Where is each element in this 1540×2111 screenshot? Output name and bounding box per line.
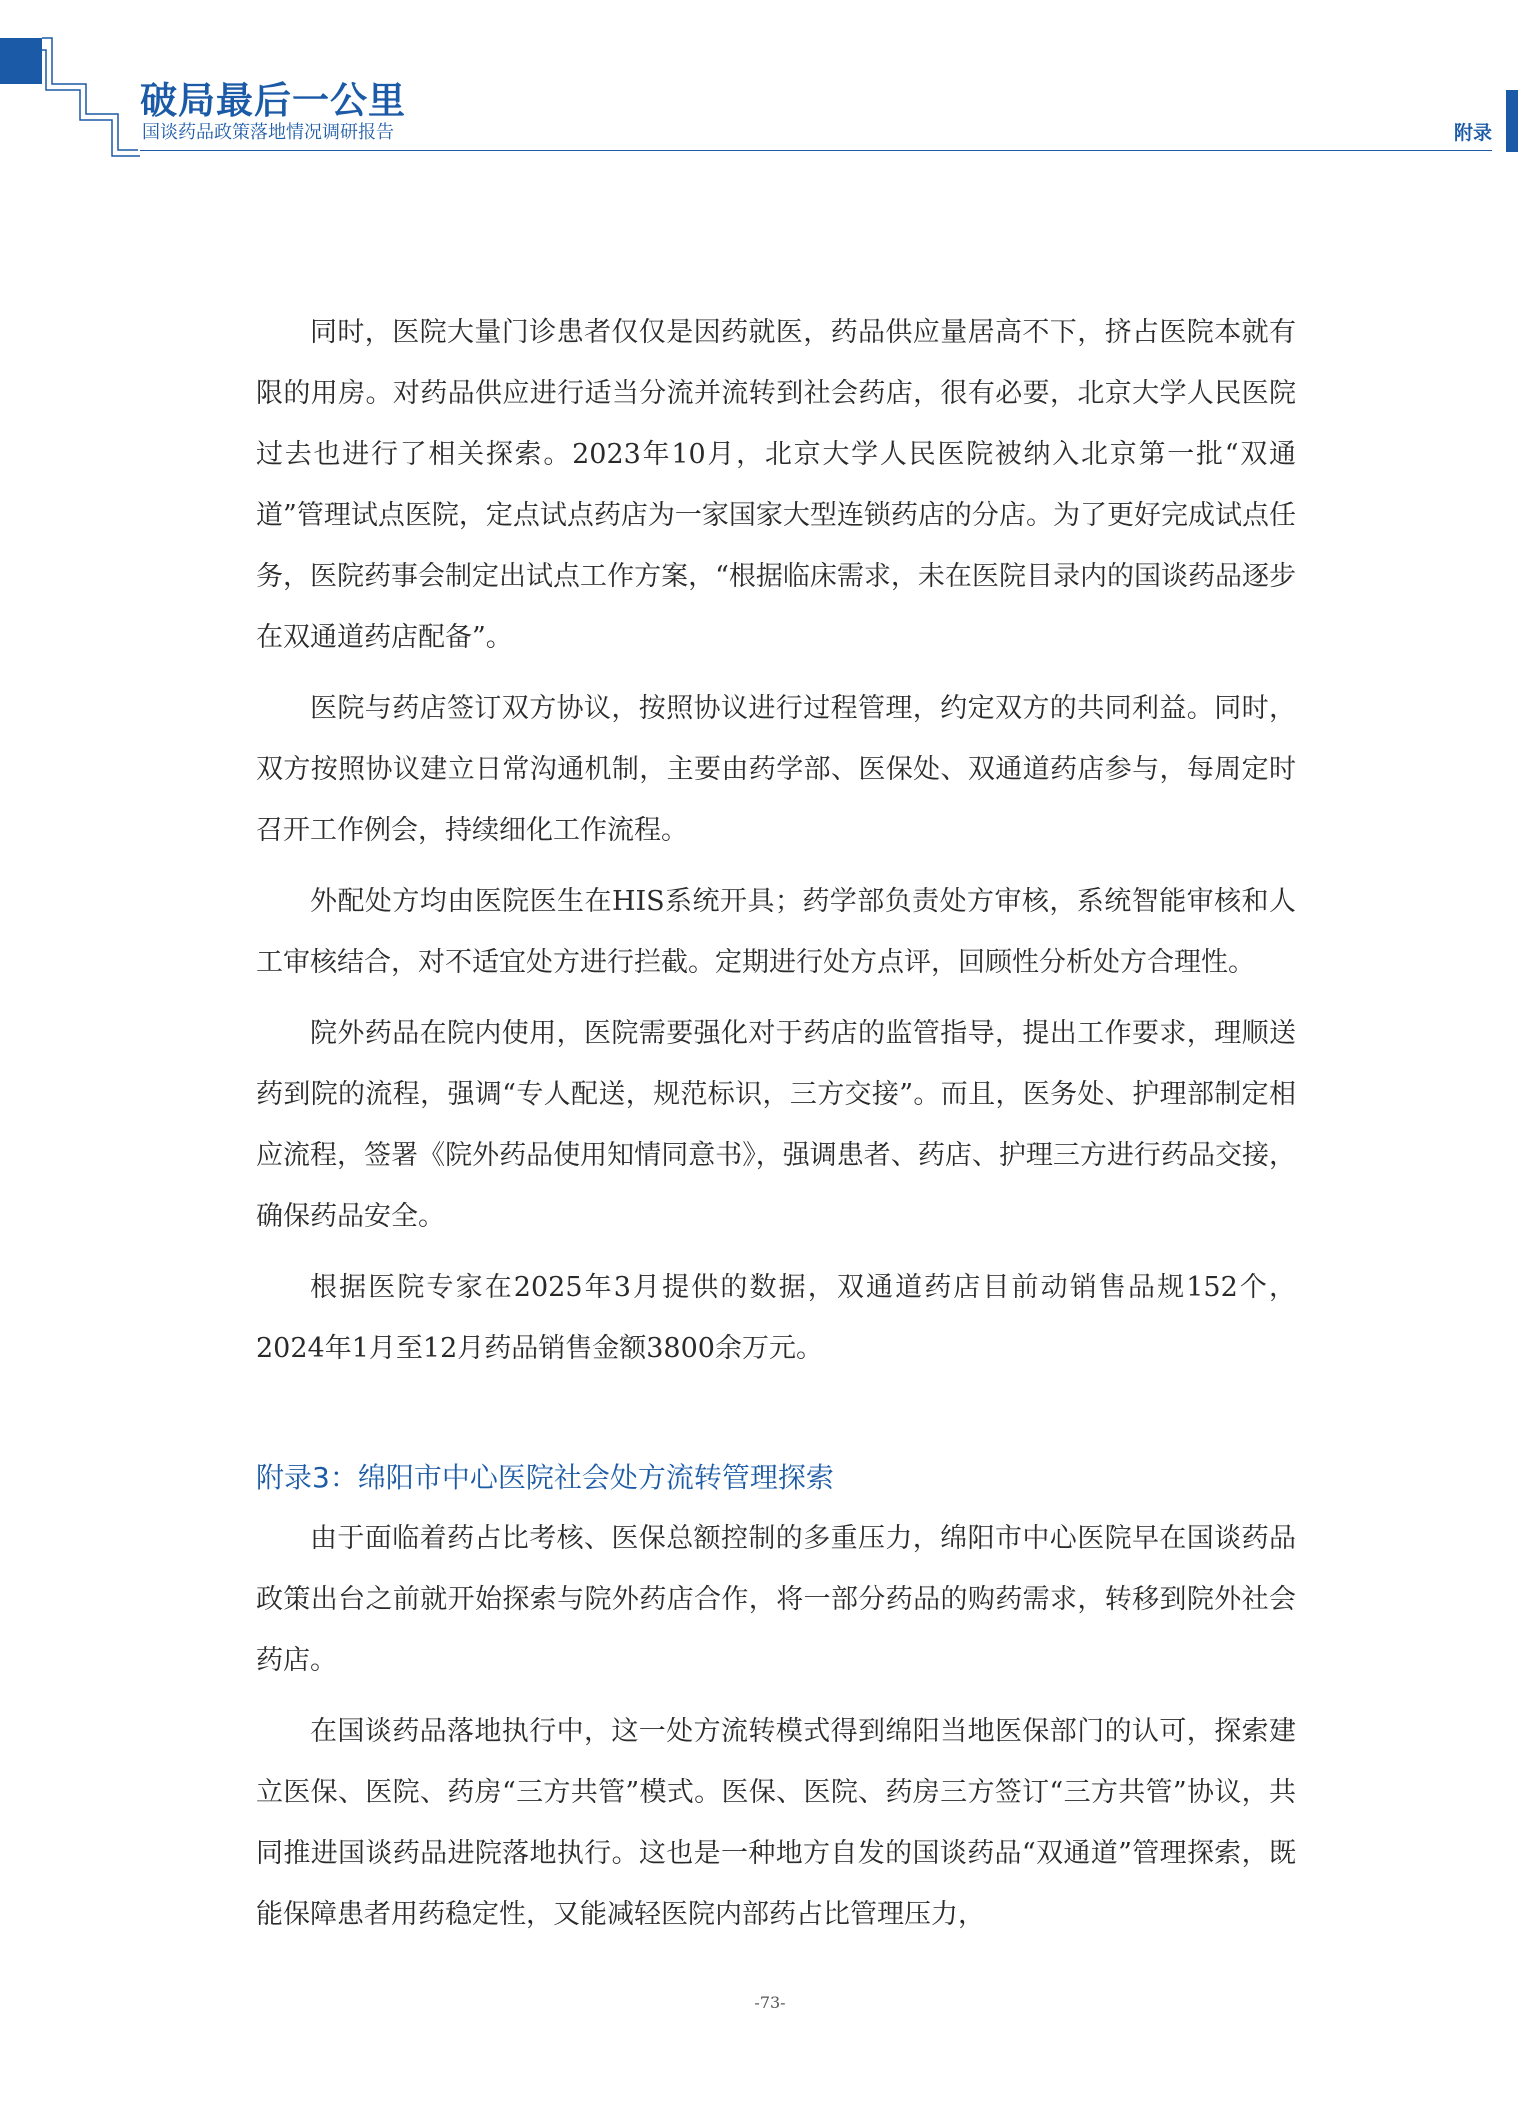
body-paragraph: 根据医院专家在2025年3月提供的数据，双通道药店目前动销售品规152个，2024年1月至12月药品销售金额3800余万元。: [256, 1272, 1296, 1364]
page-number: -73-: [754, 1993, 786, 2012]
page-body: [256, 302, 1296, 1955]
body-paragraph: 医院与药店签订双方协议，按照协议进行过程管理，约定双方的共同利益。同时，双方按照协议建立日常沟通机制，主要由药学部、医保处、双通道药店参与，每周定时召开工作例会，持续细化工作流程。: [256, 693, 1296, 846]
body-paragraph: 外配处方均由医院医生在HIS系统开具；药学部负责处方审核，系统智能审核和人工审核结合，对不适宜处方进行拦截。定期进行处方点评，回顾性分析处方合理性。: [256, 886, 1296, 978]
header-divider: [140, 150, 1492, 151]
right-accent-bar: [1506, 90, 1518, 152]
report-title: 破局最后一公里: [140, 79, 406, 122]
body-paragraph: 在国谈药品落地执行中，这一处方流转模式得到绵阳当地医保部门的认可，探索建立医保、医院、药房“三方共管”模式。医保、医院、药房三方签订“三方共管”协议，共同推进国谈药品进院落地执行。这也是一种地方自发的国谈药品“双通道”管理探索，既能保障患者用药稳定性，又能减轻医院内部药占比管理压力，: [256, 1716, 1296, 1930]
body-paragraph: 院外药品在院内使用，医院需要强化对于药店的监管指导，提出工作要求，理顺送药到院的流程，强调“专人配送，规范标识，三方交接”。而且，医务处、护理部制定相应流程，签署《院外药品使用知情同意书》，强调患者、药店、护理三方进行药品交接，确保药品安全。: [256, 1018, 1296, 1232]
body-paragraph: 同时，医院大量门诊患者仅仅是因药就医，药品供应量居高不下，挤占医院本就有限的用房。对药品供应进行适当分流并流转到社会药店，很有必要，北京大学人民医院过去也进行了相关探索。2023年10月，北京大学人民医院被纳入北京第一批“双通道”管理试点医院，定点试点药店为一家国家大型连锁药店的分店。为了更好完成试点任务，医院药事会制定出试点工作方案，“根据临床需求，未在医院目录内的国谈药品逐步在双通道药店配备”。: [256, 317, 1296, 653]
report-subtitle: 国谈药品政策落地情况调研报告: [142, 122, 394, 143]
body-paragraph: 由于面临着药占比考核、医保总额控制的多重压力，绵阳市中心医院早在国谈药品政策出台之前就开始探索与院外药店合作，将一部分药品的购药需求，转移到院外社会药店。: [256, 1523, 1296, 1676]
appendix-heading: 附录3：绵阳市中心医院社会处方流转管理探索: [256, 1461, 834, 1494]
section-label: 附录: [1453, 122, 1492, 144]
